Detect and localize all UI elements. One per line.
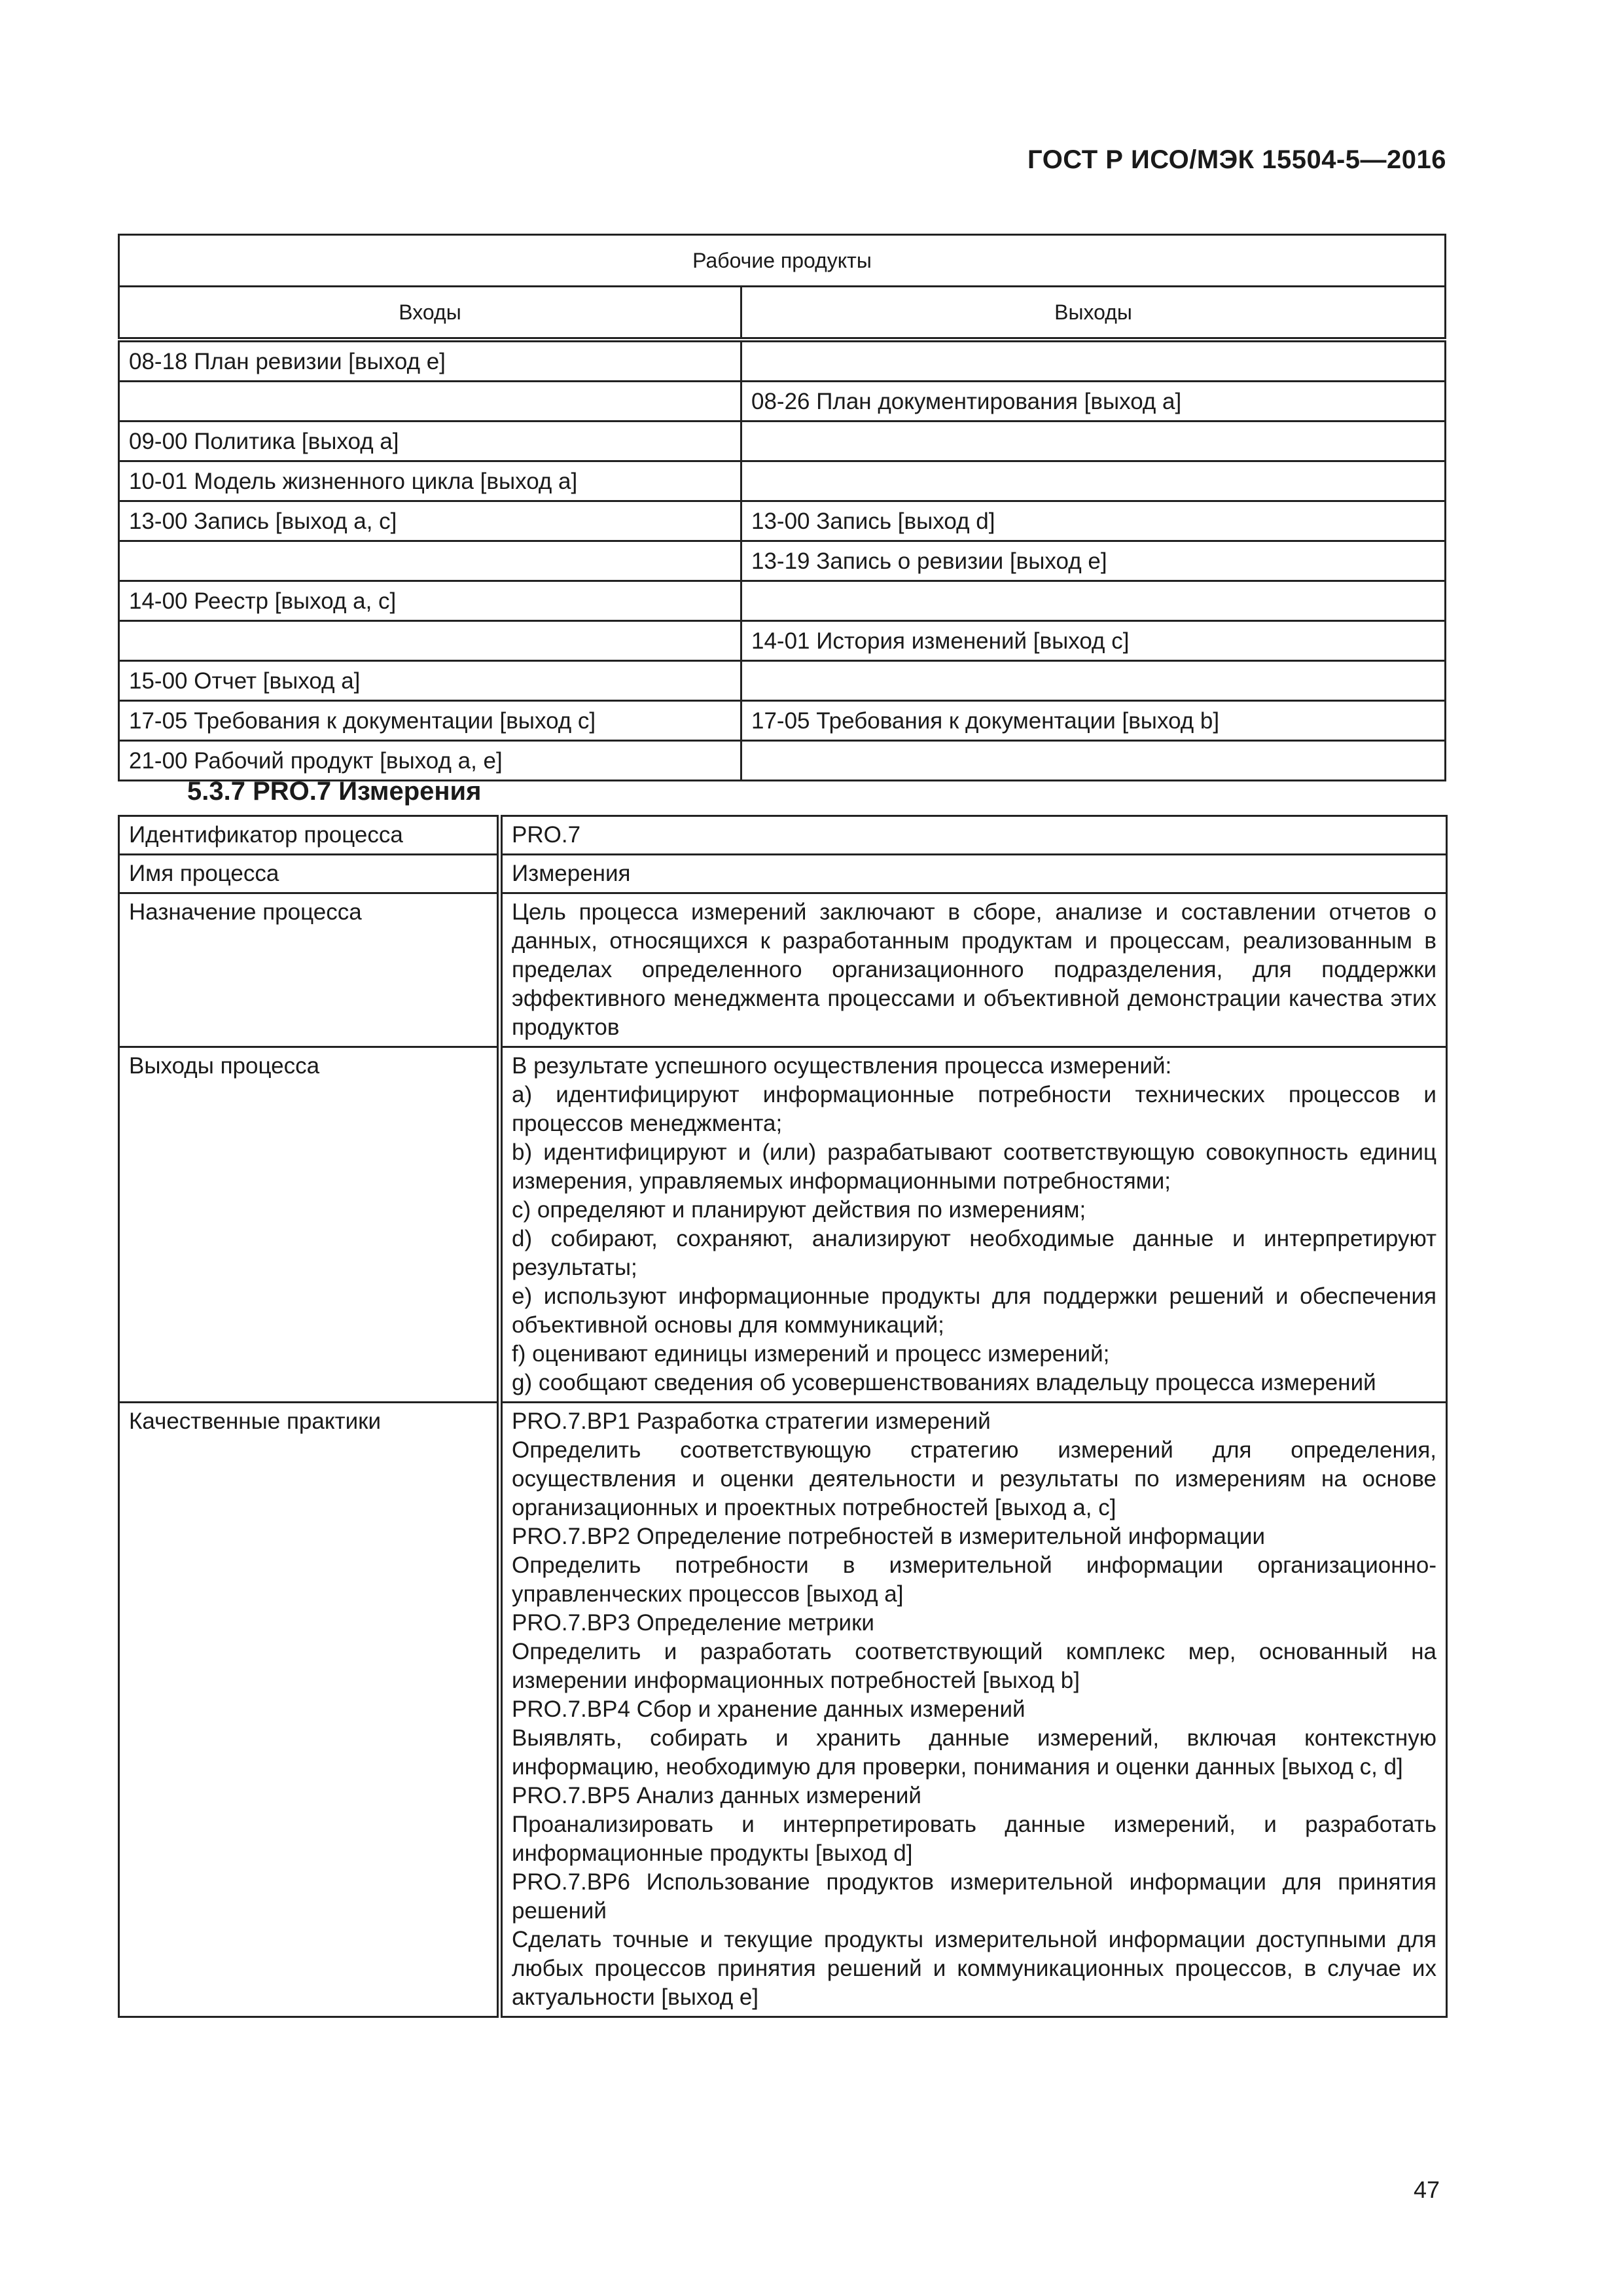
process-name-value: Измерения — [500, 855, 1447, 893]
outcome-intro: В результате успешного осуществления процесса измерений: — [512, 1053, 1172, 1079]
inputs-column-header: Входы — [119, 287, 741, 340]
outcome-item: а) идентифицируют информационные потребности технических процессов и процессов менеджмента; — [512, 1082, 1436, 1136]
table-row — [119, 382, 1446, 422]
outcome-item: g) сообщают сведения об усовершенствованиях владельцу процесса измерений — [512, 1370, 1376, 1395]
process-outcomes-value — [500, 1047, 1447, 1403]
table-row — [119, 422, 1446, 461]
practice-description: Определить соответствующую стратегию измерений для определения, осуществления и оценки деятельности и результаты по измерениям на основе организационных и проектных потребностей [выход a, c] — [512, 1437, 1436, 1520]
output-cell — [741, 461, 1446, 501]
section-heading: 5.3.7 PRO.7 Измерения — [187, 777, 482, 806]
outcome-item: c) определяют и планируют действия по измерениям; — [512, 1197, 1086, 1223]
output-cell — [741, 661, 1446, 701]
outcome-item: f) оценивают единицы измерений и процесс измерений; — [512, 1341, 1110, 1367]
input-cell: 13-00 Запись [выход a, c] — [119, 501, 741, 541]
process-id-row — [119, 816, 1447, 855]
process-description-table — [118, 815, 1448, 2018]
work-products-title: Рабочие продукты — [119, 235, 1446, 287]
practice-description: Проанализировать и интерпретировать данные измерений, и разработать информационные продукты [выход d] — [512, 1812, 1436, 1866]
practice-title: PRO.7.BP4 Сбор и хранение данных измерений — [512, 1696, 1026, 1722]
table-row — [119, 701, 1446, 741]
practice-description: Сделать точные и текущие продукты измерительной информации доступными для любых процессов принятия решений и коммуникационных процессов, в случае их актуальности [выход e] — [512, 1927, 1436, 2010]
input-cell: 08-18 План ревизии [выход e] — [119, 340, 741, 382]
table-row — [119, 661, 1446, 701]
table-row — [119, 340, 1446, 382]
process-id-label: Идентификатор процесса — [119, 816, 500, 855]
output-cell: 13-00 Запись [выход d] — [741, 501, 1446, 541]
output-cell: 14-01 История изменений [выход c] — [741, 621, 1446, 661]
practice-title: PRO.7.BP1 Разработка стратегии измерений — [512, 1408, 991, 1434]
work-products-table — [118, 234, 1446, 781]
table-row — [119, 461, 1446, 501]
input-cell: 14-00 Реестр [выход a, c] — [119, 581, 741, 621]
process-practices-label: Качественные практики — [119, 1403, 500, 2017]
practice-title: PRO.7.BP5 Анализ данных измерений — [512, 1783, 921, 1808]
process-practices-value — [500, 1403, 1447, 2017]
input-cell: 10-01 Модель жизненного цикла [выход a] — [119, 461, 741, 501]
practice-title: PRO.7.BP2 Определение потребностей в измерительной информации — [512, 1524, 1266, 1549]
practice-title: PRO.7.BP3 Определение метрики — [512, 1610, 874, 1636]
process-id-value: PRO.7 — [500, 816, 1447, 855]
process-practices-row — [119, 1403, 1447, 2017]
practice-title: PRO.7.BP6 Использование продуктов измерительной информации для принятия решений — [512, 1869, 1436, 1924]
document-code-header: ГОСТ Р ИСО/МЭК 15504-5—2016 — [1027, 145, 1446, 174]
practice-description: Определить и разработать соответствующий комплекс мер, основанный на измерении информационных потребностей [выход b] — [512, 1639, 1436, 1693]
output-cell — [741, 581, 1446, 621]
outcome-item: d) собирают, сохраняют, анализируют необходимые данные и интерпретируют результаты; — [512, 1226, 1436, 1280]
process-outcomes-label: Выходы процесса — [119, 1047, 500, 1403]
output-cell — [741, 741, 1446, 781]
process-name-row — [119, 855, 1447, 893]
output-cell: 17-05 Требования к документации [выход b] — [741, 701, 1446, 741]
output-cell: 13-19 Запись о ревизии [выход e] — [741, 541, 1446, 581]
input-cell: 09-00 Политика [выход a] — [119, 422, 741, 461]
table-row — [119, 741, 1446, 781]
process-outcomes-row — [119, 1047, 1447, 1403]
table-row — [119, 581, 1446, 621]
output-cell: 08-26 План документирования [выход a] — [741, 382, 1446, 422]
table-row — [119, 501, 1446, 541]
outcome-item: b) идентифицируют и (или) разрабатывают соответствующую совокупность единиц измерения, управляемых информационными потребностями; — [512, 1139, 1436, 1194]
output-cell — [741, 422, 1446, 461]
practice-description: Определить потребности в измерительной информации организационно-управленческих процессов [выход a] — [512, 1552, 1436, 1607]
output-cell — [741, 340, 1446, 382]
input-cell — [119, 541, 741, 581]
process-purpose-label: Назначение процесса — [119, 893, 500, 1047]
page-number: 47 — [1414, 2176, 1440, 2203]
process-purpose-value: Цель процесса измерений заключают в сборе, анализе и составлении отчетов о данных, относящихся к разработанным продуктам и процессам, реализованным в пределах определенного организационного подразделения, для поддержки эффективного менеджмента процессами и объективной демонстрации качества этих продуктов — [500, 893, 1447, 1047]
process-purpose-row — [119, 893, 1447, 1047]
table-row — [119, 621, 1446, 661]
outcome-item: e) используют информационные продукты для поддержки решений и обеспечения объективной основы для коммуникаций; — [512, 1283, 1436, 1338]
input-cell: 15-00 Отчет [выход a] — [119, 661, 741, 701]
input-cell: 17-05 Требования к документации [выход c] — [119, 701, 741, 741]
practice-description: Выявлять, собирать и хранить данные измерений, включая контекстную информацию, необходимую для проверки, понимания и оценки данных [выход c, d] — [512, 1725, 1436, 1780]
input-cell — [119, 621, 741, 661]
outputs-column-header: Выходы — [741, 287, 1446, 340]
input-cell: 21-00 Рабочий продукт [выход a, e] — [119, 741, 741, 781]
table-row — [119, 541, 1446, 581]
process-name-label: Имя процесса — [119, 855, 500, 893]
input-cell — [119, 382, 741, 422]
